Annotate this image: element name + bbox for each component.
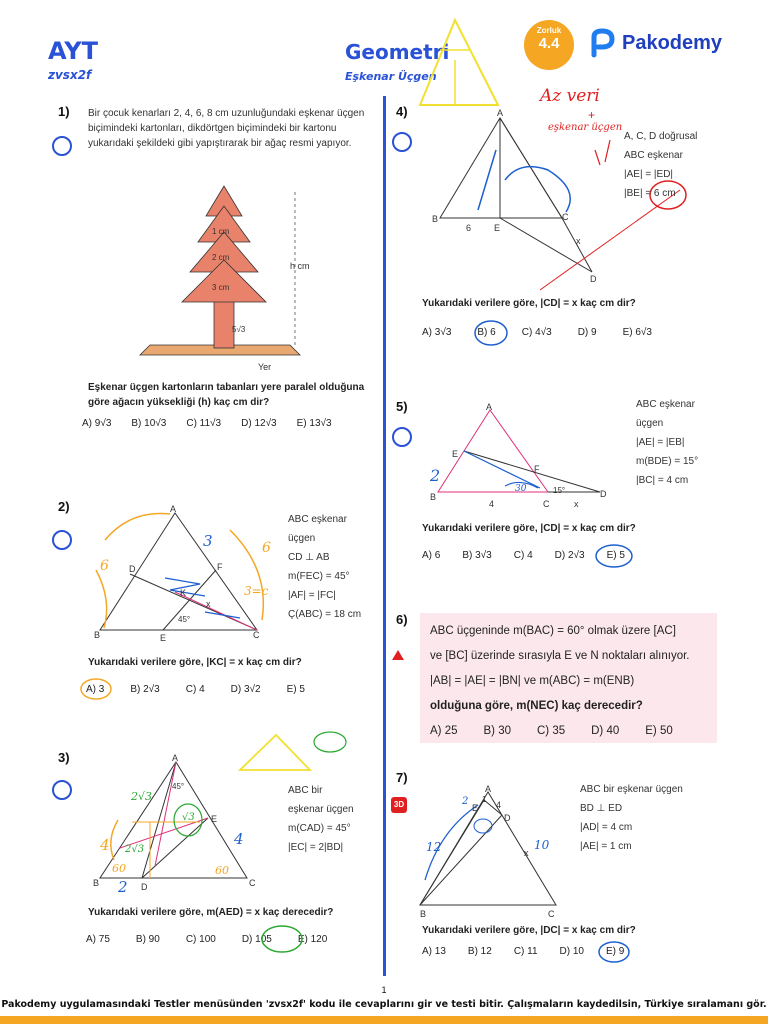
handwritten-note: 2√3 [125, 844, 145, 855]
vertex-label: A [170, 504, 177, 514]
difficulty-label: Zorluk [536, 26, 562, 35]
option-c[interactable]: C) 11 [513, 946, 538, 957]
option-b[interactable]: B) 90 [135, 934, 160, 945]
info-line: |AE| = |ED| [624, 169, 674, 180]
vertex-label: C [562, 212, 569, 222]
vertex-label: D [141, 882, 148, 892]
option-a[interactable]: A) 13 [422, 946, 446, 957]
handwritten-note: eşkenar üçgen [548, 122, 623, 133]
3d-icon[interactable]: 3D [391, 797, 407, 813]
vertex-label: E [472, 803, 479, 813]
question-line: olduğuna göre, m(NEC) kaç derecedir? [430, 700, 643, 712]
x-label: x [576, 236, 581, 246]
option-e[interactable]: E) 5 [606, 550, 625, 561]
option-c[interactable]: C) 4 [185, 684, 205, 695]
option-d[interactable]: D) 12√3 [241, 418, 277, 429]
page-number: 1 [381, 985, 387, 995]
question-line: ve [BC] üzerinde sırasıyla E ve N noktaları alınıyor. [430, 650, 690, 662]
option-e[interactable]: E) 13√3 [296, 418, 332, 429]
option-a[interactable]: A) 9√3 [82, 418, 112, 429]
info-line: üçgen [288, 533, 316, 544]
option-e[interactable]: E) 5 [286, 684, 305, 695]
info-line: Ç(ABC) = 18 cm [288, 609, 362, 620]
option-c[interactable]: C) 11√3 [186, 418, 222, 429]
option-d[interactable]: D) 9 [577, 327, 597, 338]
vertex-label: A [486, 402, 493, 412]
vertex-label: F [534, 464, 540, 474]
question-line: |AB| = |AE| = |BN| ve m(ABC) = m(ENB) [430, 675, 635, 687]
handwritten-note: Az veri [540, 86, 600, 106]
option-c[interactable]: C) 4√3 [521, 327, 552, 338]
vertex-label: B [94, 630, 101, 640]
info-line: m(FEC) = 45° [288, 571, 350, 582]
vertex-label: F [217, 562, 223, 572]
option-b[interactable]: B) 30 [483, 725, 511, 737]
question-number: 1) [58, 104, 70, 119]
info-line: BD ⊥ ED [580, 803, 623, 814]
handwritten-note: 2 [430, 466, 441, 485]
option-a[interactable]: A) 6 [422, 550, 441, 561]
info-line: CD ⊥ AB [288, 552, 330, 563]
info-line: ABC eşkenar [624, 150, 683, 161]
question-ask: Yukarıdaki verilere göre, |KC| = x kaç cm dir? [88, 657, 302, 668]
option-b[interactable]: B) 6 [477, 327, 496, 338]
handwritten-note: √3 [182, 812, 195, 823]
vertex-label: C [253, 630, 260, 640]
footer-bar [0, 1016, 768, 1024]
test-code: zvsx2f [48, 68, 92, 82]
vertex-label: E [494, 223, 501, 233]
info-line: üçgen [636, 418, 664, 429]
length-label: 1 [482, 795, 487, 804]
footer-text: Pakodemy uygulamasındaki Testler menüsünden 'zvsx2f' kodu ile cevaplarını gir ve testi bitir. Çalışmaların kaydedilsin, Türkiye sıralamanı gör. [1, 999, 767, 1010]
info-line: |AE| = 1 cm [580, 841, 632, 852]
handwritten-note: 6 [262, 540, 271, 556]
option-d[interactable]: D) 40 [591, 725, 620, 737]
vertex-label: B [430, 492, 437, 502]
handwritten-note: 6 [100, 558, 109, 574]
angle-label: 45° [172, 782, 185, 791]
brand-name: Pakodemy [622, 31, 723, 54]
vertex-label: B [420, 909, 427, 919]
option-e[interactable]: E) 50 [645, 725, 673, 737]
question-number: 5) [396, 399, 408, 414]
x-label: x [524, 848, 529, 858]
handwritten-note: 2 [462, 796, 469, 807]
vertex-label: A [172, 753, 179, 763]
vertex-label: B [93, 878, 100, 888]
handwritten-note: + [588, 108, 596, 122]
handwritten-note: 60 [215, 864, 229, 877]
page-title: Geometri [345, 40, 450, 64]
vertex-label: E [211, 814, 218, 824]
info-line: ABC bir [288, 785, 323, 796]
option-d[interactable]: D) 3√2 [230, 684, 261, 695]
info-line: m(BDE) = 15° [636, 456, 699, 467]
angle-label: 15° [553, 486, 566, 495]
info-line: A, C, D doğrusal [624, 131, 698, 142]
info-line: m(CAD) = 45° [288, 823, 351, 834]
question-ask: Yukarıdaki verilere göre, m(AED) = x kaç derecedir? [88, 907, 334, 918]
length-label: 6 [466, 223, 472, 233]
question-number: 2) [58, 499, 70, 514]
vertex-label: B [432, 214, 439, 224]
option-a[interactable]: A) 3√3 [422, 327, 452, 338]
length-label: 4 [489, 499, 495, 509]
topic-label: Eşkenar Üçgen [345, 70, 437, 83]
option-b[interactable]: B) 10√3 [131, 418, 167, 429]
question-ask: Yukarıdaki verilere göre, |DC| = x kaç cm dir? [422, 925, 636, 936]
option-d[interactable]: D) 10 [559, 946, 584, 957]
tree-label: 3 cm [212, 283, 230, 292]
handwritten-note: 2 [118, 878, 128, 896]
handwritten-note: 12 [426, 840, 442, 854]
option-b[interactable]: B) 3√3 [462, 550, 492, 561]
option-e[interactable]: E) 6√3 [622, 327, 652, 338]
question-number: 4) [396, 104, 408, 119]
vertex-label: D [129, 564, 136, 574]
option-a[interactable]: A) 3 [86, 684, 105, 695]
question-ask: Eşkenar üçgen kartonların tabanları yere paralel olduğuna göre ağacın yüksekliği (h) kaç cm dir? [88, 382, 365, 408]
vertex-label: D [600, 489, 607, 499]
question-number: 7) [396, 770, 408, 785]
option-e[interactable]: E) 9 [605, 946, 625, 957]
info-line: ABC bir eşkenar üçgen [580, 784, 683, 795]
option-e[interactable]: E) 120 [297, 934, 328, 945]
x-label: x [206, 599, 211, 609]
vertex-label: E [452, 449, 459, 459]
vertex-label: D [590, 274, 597, 284]
handwritten-note: 4 [234, 830, 244, 848]
length-label: 4 [496, 800, 502, 810]
subject-label: AYT [48, 37, 99, 65]
vertex-label: E [160, 633, 167, 643]
handwritten-note: 10 [534, 838, 550, 852]
angle-label: 45° [178, 615, 191, 624]
question-number: 6) [396, 612, 408, 627]
question-ask: Yukarıdaki verilere göre, |CD| = x kaç cm dir? [422, 523, 636, 534]
info-line: |BC| = 4 cm [636, 475, 689, 486]
vertex-label: A [485, 784, 492, 794]
info-line: eşkenar üçgen [288, 804, 354, 815]
vertex-label: C [249, 878, 256, 888]
question-line: ABC üçgeninde m(BAC) = 60° olmak üzere [AC] [430, 625, 676, 637]
question-text: Bir çocuk kenarları 2, 4, 6, 8 cm uzunluğundaki eşkenar üçgen biçimindeki kartonları, dikdörtgen biçimindeki bir kartonu yukarıdaki şekildeki gibi yapıştırarak bir ağaç resmi yapıyor. [88, 108, 365, 149]
question-number: 3) [58, 750, 70, 765]
point-label: K [180, 588, 187, 598]
info-line: |AE| = |EB| [636, 437, 685, 448]
vertex-label: C [548, 909, 555, 919]
info-line: ABC eşkenar [288, 514, 347, 525]
x-label: x [574, 499, 579, 509]
handwritten-note: 3=c [244, 584, 269, 598]
info-line: |EC| = 2|BD| [288, 842, 344, 853]
info-line: |AF| = |FC| [288, 590, 336, 601]
handwritten-note: 2√3 [131, 790, 153, 803]
difficulty-value: 4.4 [538, 35, 560, 52]
option-c[interactable]: C) 4 [513, 550, 533, 561]
height-label: h cm [290, 261, 310, 271]
handwritten-note: 4 [100, 836, 110, 854]
tree-label: 2 cm [212, 253, 230, 262]
handwritten-note: 30 [515, 484, 527, 494]
option-b[interactable]: B) 12 [467, 946, 492, 957]
vertex-label: D [504, 813, 511, 823]
trunk-label: 5√3 [232, 325, 246, 334]
info-line: |BE| = 6 cm [624, 188, 676, 199]
vertex-label: A [497, 108, 504, 118]
handwritten-note: 3 [203, 532, 213, 550]
vertex-label: C [543, 499, 550, 509]
option-c[interactable]: C) 35 [537, 725, 566, 737]
question-ask: Yukarıdaki verilere göre, |CD| = x kaç cm dir? [422, 298, 636, 309]
handwritten-note: 60 [112, 862, 126, 875]
option-a[interactable]: A) 75 [86, 934, 110, 945]
info-line: |AD| = 4 cm [580, 822, 633, 833]
ground-label: Yer [258, 362, 272, 372]
option-a[interactable]: A) 25 [430, 725, 458, 737]
info-line: ABC eşkenar [636, 399, 695, 410]
tree-label: 1 cm [212, 227, 230, 236]
option-d[interactable]: D) 2√3 [554, 550, 585, 561]
option-c[interactable]: C) 100 [185, 934, 216, 945]
option-b[interactable]: B) 2√3 [130, 684, 160, 695]
option-d[interactable]: D) 105 [241, 934, 272, 945]
